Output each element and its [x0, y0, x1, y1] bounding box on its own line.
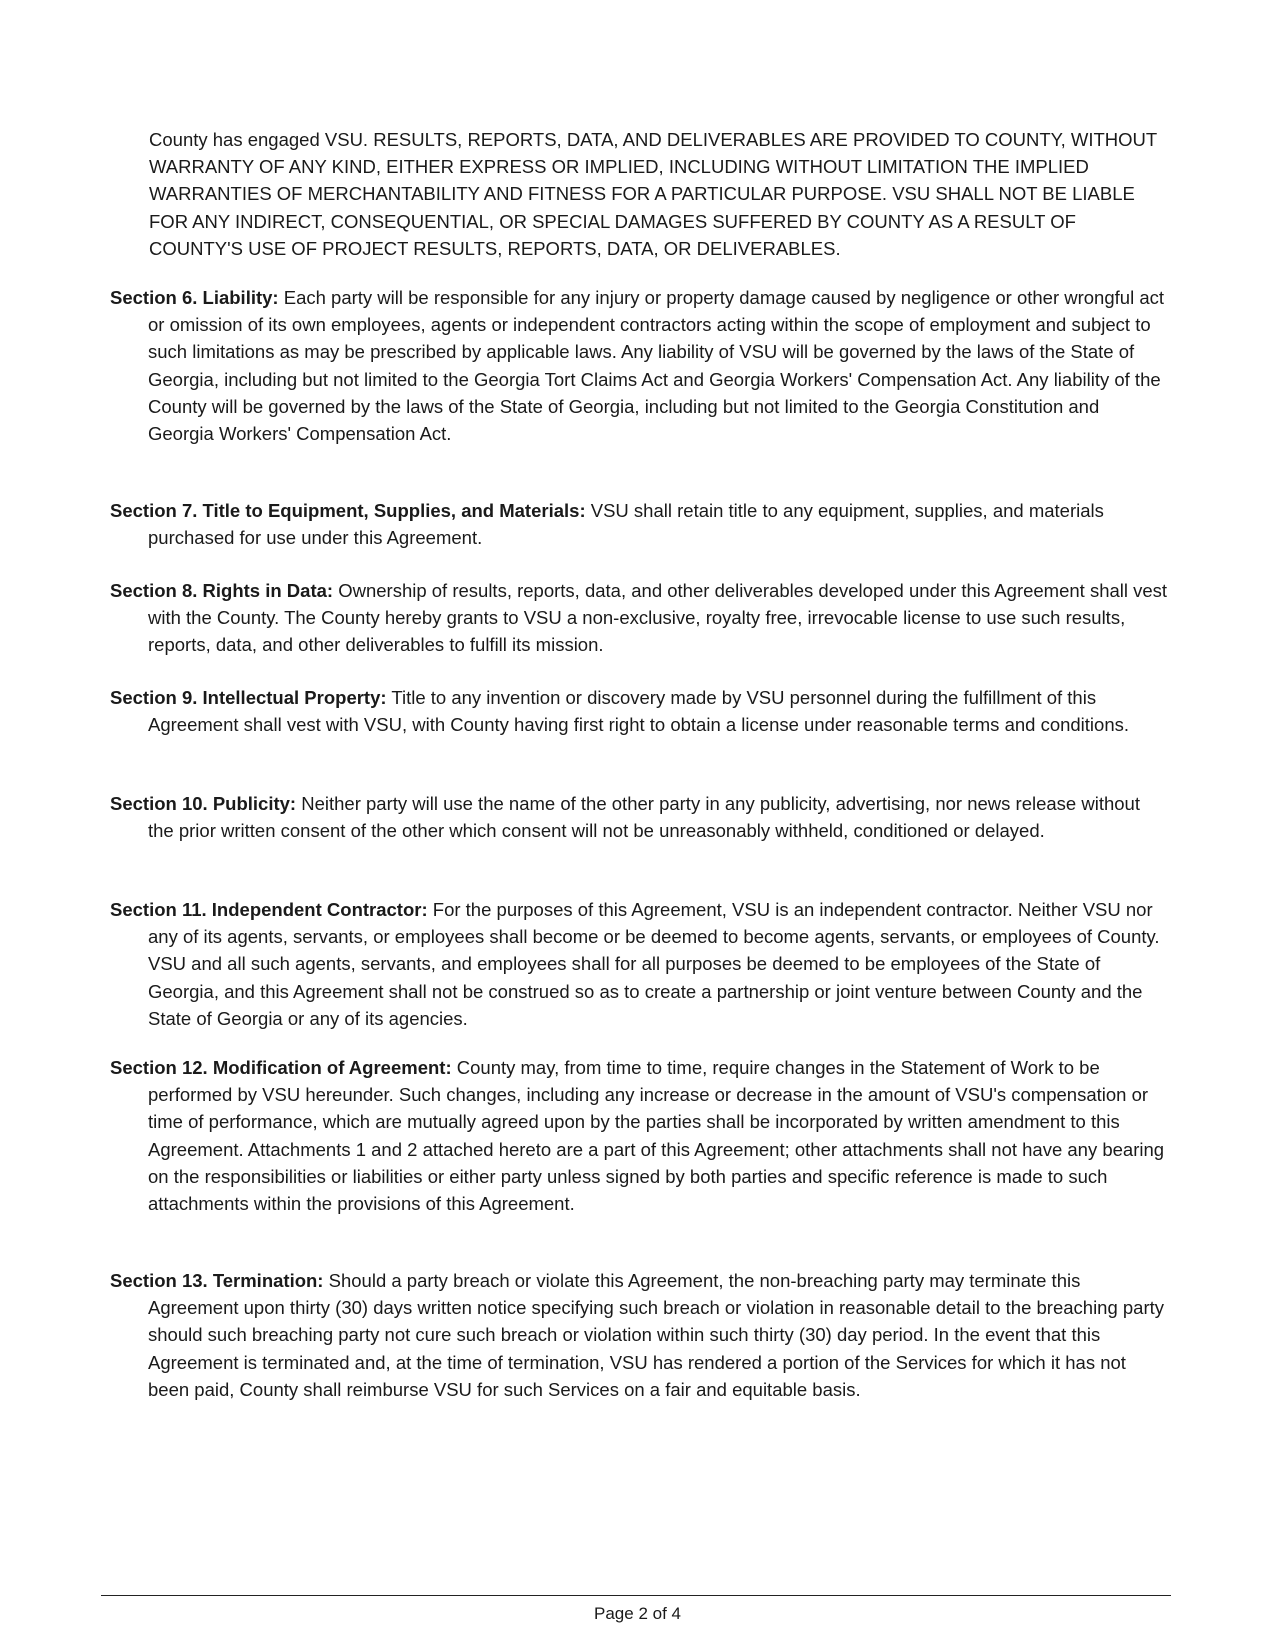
section-12-label: Section 12. Modification of Agreement:: [110, 1057, 452, 1078]
section-13-label: Section 13. Termination:: [110, 1270, 324, 1291]
section-8-label: Section 8. Rights in Data:: [110, 580, 334, 601]
section-6-label: Section 6. Liability:: [110, 287, 279, 308]
section-9-intellectual-property: [110, 684, 1170, 738]
section-6-liability: [110, 284, 1170, 447]
section-11-label: Section 11. Independent Contractor:: [110, 899, 428, 920]
page-number: Page 2 of 4: [594, 1604, 681, 1623]
section-12-modification: [110, 1054, 1170, 1217]
section-13-termination: [110, 1267, 1170, 1403]
section-7-label: Section 7. Title to Equipment, Supplies, and Materials:: [110, 500, 586, 521]
section-9-label: Section 9. Intellectual Property:: [110, 687, 387, 708]
section-13-text: Should a party breach or violate this Agreement, the non-breaching party may terminate this Agreement upon thirty (30) days written notice specifying such breach or violation in reasonable detail to the breaching party should such breaching party not cure such breach or violation within such thirty (30) day period. In the event that this Agreement is terminated and, at the time of termination, VSU has rendered a portion of the Services for which it has not been paid, County shall reimburse VSU for such Services on a fair and equitable basis.: [148, 1270, 1165, 1400]
section-6-text: Each party will be responsible for any injury or property damage caused by negligence or other wrongful act or omission of its own employees, agents or independent contractors acting within the scope of employment and subject to such limitations as may be prescribed by applicable laws. Any liability of VSU will be governed by the laws of the State of Georgia, including but not limited to the Georgia Tort Claims Act and Georgia Workers' Compensation Act. Any liability of the County will be governed by the laws of the State of Georgia, including but not limited to the Georgia Constitution and Georgia Workers' Compensation Act.: [148, 287, 1164, 445]
footer-divider: [101, 1595, 1171, 1596]
section-10-publicity: [110, 790, 1170, 844]
section-10-text: Neither party will use the name of the other party in any publicity, advertising, nor news release without the prior written consent of the other which consent will not be unreasonably withheld, conditioned or delayed.: [148, 793, 1140, 842]
section-11-text: For the purposes of this Agreement, VSU is an independent contractor. Neither VSU nor any of its agents, servants, or employees shall become or be deemed to become agents, servants, or employees of County. VSU and all such agents, servants, and employees shall for all purposes be deemed to be employees of the State of Georgia, and this Agreement shall not be construed so as to create a partnership or joint venture between County and the State of Georgia or any of its agencies.: [148, 899, 1160, 1029]
section-8-text: Ownership of results, reports, data, and other deliverables developed under this Agreement shall vest with the County. The County hereby grants to VSU a non-exclusive, royalty free, irrevocable license to use such results, reports, data, and other deliverables to fulfill its mission.: [148, 580, 1168, 656]
section-11-independent-contractor: [110, 896, 1170, 1032]
section-10-label: Section 10. Publicity:: [110, 793, 297, 814]
section-7-text: VSU shall retain title to any equipment, supplies, and materials purchased for use under this Agreement.: [148, 500, 1104, 549]
section-9-text: Title to any invention or discovery made by VSU personnel during the fulfillment of this Agreement shall vest with VSU, with County having first right to obtain a license under reasonable terms and conditions.: [148, 687, 1130, 736]
continuation-paragraph: County has engaged VSU. RESULTS, REPORTS, DATA, AND DELIVERABLES ARE PROVIDED TO COUNTY, WITHOUT WARRANTY OF ANY KIND, EITHER EXPRESS OR IMPLIED, INCLUDING WITHOUT LIMITATION THE IMPLIED WARRANTIES OF MERCHANTABILITY AND FITNESS FOR A PARTICULAR PURPOSE. VSU SHALL NOT BE LIABLE FOR ANY INDIRECT, CONSEQUENTIAL, OR SPECIAL DAMAGES SUFFERED BY COUNTY AS A RESULT OF COUNTY'S USE OF PROJECT RESULTS, REPORTS, DATA, OR DELIVERABLES.: [149, 129, 1157, 259]
section-12-text: County may, from time to time, require changes in the Statement of Work to be performed by VSU hereunder. Such changes, including any increase or decrease in the amount of VSU's compensation or time of performance, which are mutually agreed upon by the parties shall be incorporated by written amendment to this Agreement. Attachments 1 and 2 attached hereto are a part of this Agreement; other attachments shall not have any bearing on the responsibilities or liabilities or either party unless signed by both parties and specific reference is made to such attachments within the provisions of this Agreement.: [148, 1057, 1165, 1215]
section-8-rights-in-data: [110, 577, 1170, 659]
section-7-title-to-equipment: [110, 497, 1170, 551]
